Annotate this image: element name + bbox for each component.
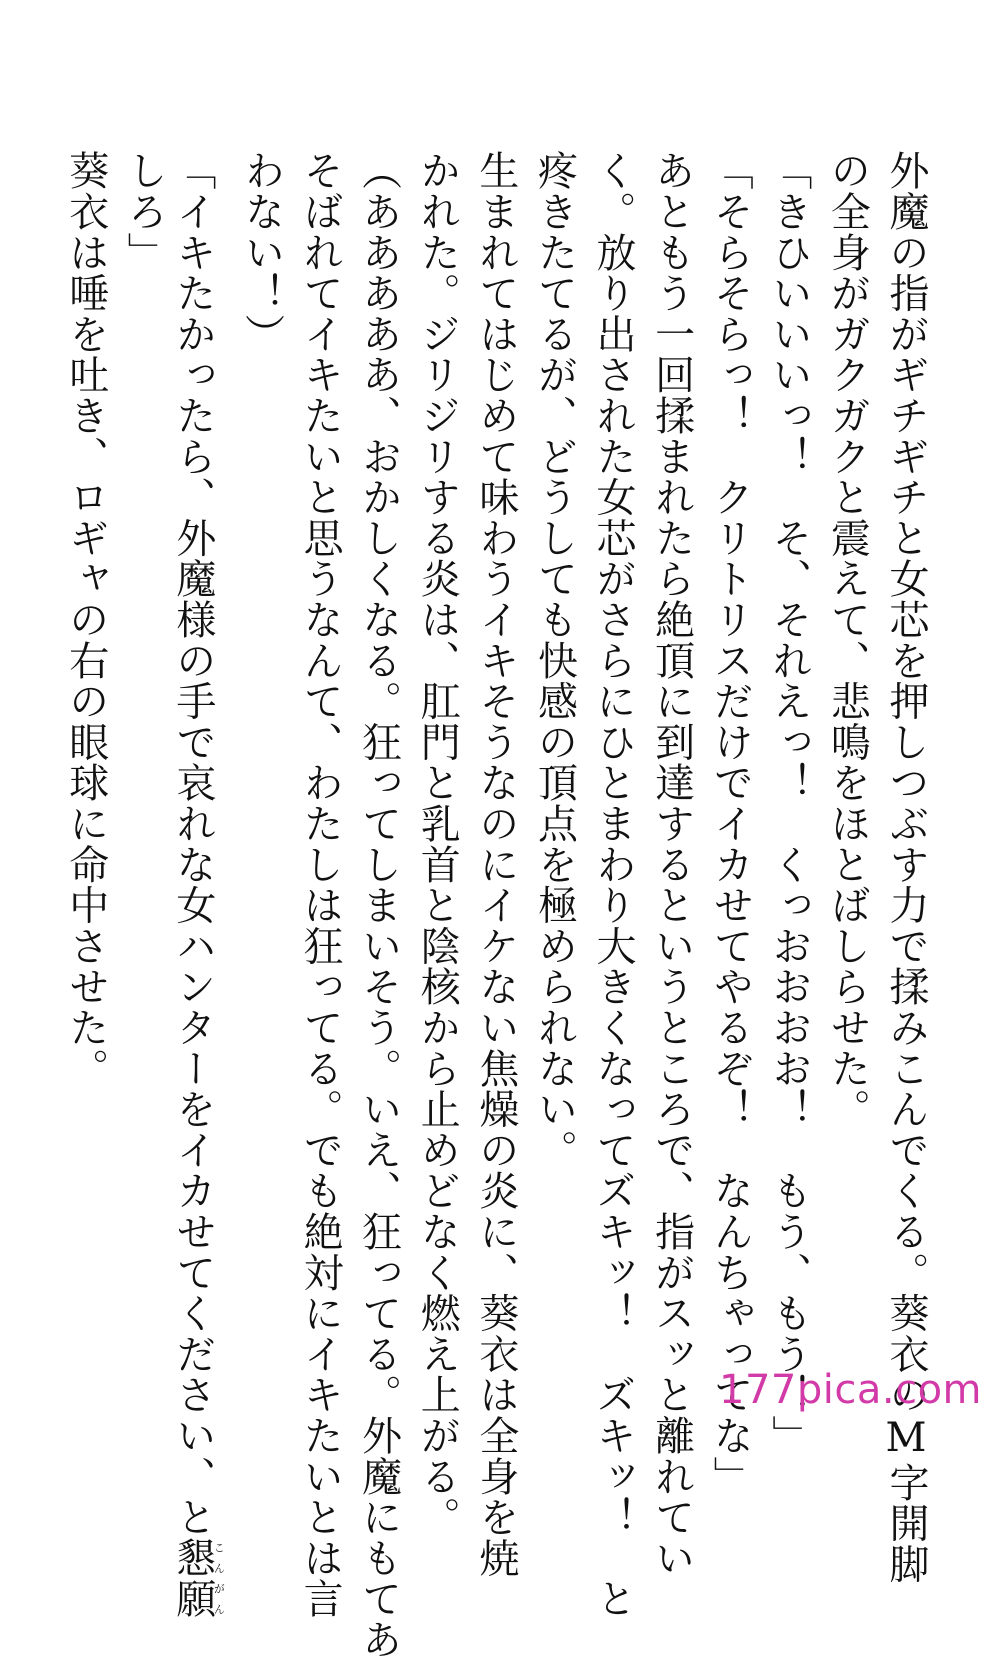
text-line-6: く。放り出された女芯がさらにひとまわり大きくなってズキッ！ ズキッ！ と — [590, 150, 637, 1619]
text-line-7: 疼きたてるが、どうしても快感の頂点を極められない。 — [531, 150, 578, 1170]
text-line-11: そばれてイキたいと思うなんて、わたしは狂ってる。でも絶対にイキたいとは言 — [297, 150, 344, 1619]
text-line-15: 葵衣は唾を吐き、ロギャの右の眼球に命中させた。 — [62, 150, 109, 1089]
text-line-13-body: 「イキたかったら、外魔様の手で哀れな女ハンターをイカせてください、と — [169, 150, 216, 1538]
text-line-1: 外魔の指がギチギチと女芯を押しつぶす力で揉みこんでくる。葵衣のM字開脚 — [883, 150, 929, 1584]
vertical-text-block — [62, 150, 929, 1660]
ruby-reading: こんがん — [212, 1537, 226, 1619]
site-watermark: 177pica.com — [719, 1367, 982, 1413]
text-line-2: の全身がガクガクと震えて、悲鳴をほとばしらせた。 — [824, 150, 871, 1130]
ruby-base: 懇願 — [169, 1537, 216, 1619]
text-line-4: 「そらそらっ！ クリトリスだけでイカせてやるぞ！ なんちゃってな」 — [707, 150, 754, 1497]
text-line-14: しろ」 — [121, 150, 168, 273]
text-line-13 — [169, 150, 226, 1619]
text-line-3: 「きひいいいっ！ そ、それえっ！ くっおおおお！ もう、もう！」 — [765, 150, 812, 1456]
text-line-9: かれた。ジリジリする炎は、肛門と乳首と陰核から止めどなく燃え上がる。 — [414, 150, 461, 1538]
text-line-12: わない！） — [238, 150, 285, 354]
text-line-10: （あああああ、おかしくなる。狂ってしまいそう。いえ、狂ってる。外魔にもてあ — [355, 150, 402, 1660]
text-line-5: あともう一回揉まれたら絶頂に到達するというところで、指がスッと離れてい — [648, 150, 695, 1578]
text-line-8: 生まれてはじめて味わうイキそうなのにイケない焦燥の炎に、葵衣は全身を焼 — [472, 150, 519, 1578]
ruby-word — [169, 1537, 226, 1619]
